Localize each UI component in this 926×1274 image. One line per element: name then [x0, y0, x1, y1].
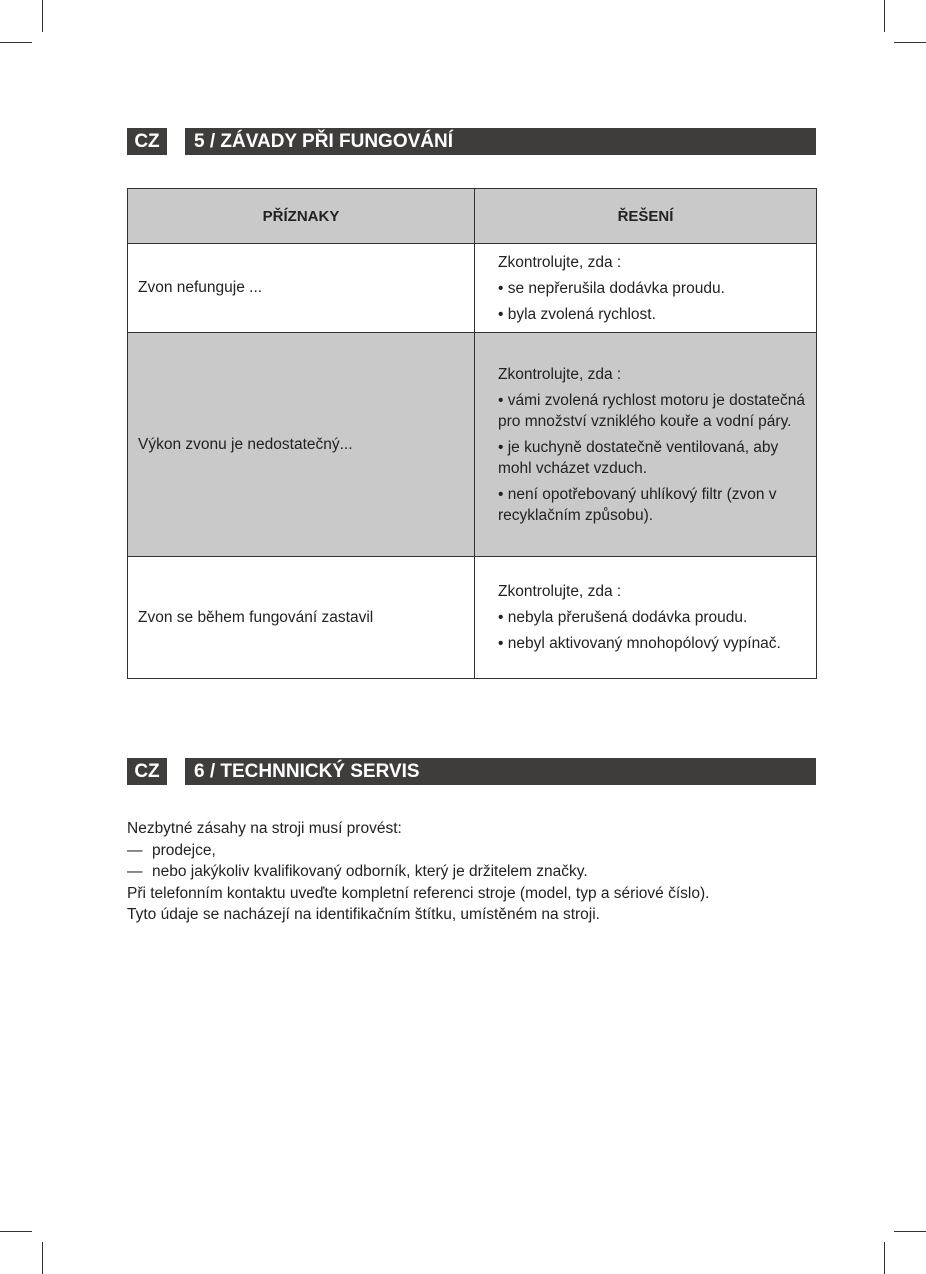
crop-mark — [0, 42, 32, 43]
section-title: 5 / ZÁVADY PŘI FUNGOVÁNÍ — [185, 128, 816, 155]
column-header: ŘEŠENÍ — [475, 189, 817, 244]
crop-mark — [884, 1242, 885, 1274]
table-row — [128, 333, 817, 557]
list-text: nebo jakýkoliv kvalifikovaný odborník, který je držitelem značky. — [152, 863, 588, 880]
crop-mark — [42, 0, 43, 32]
table-row — [128, 557, 817, 679]
paragraph: Při telefonním kontaktu uveďte kompletní referenci stroje (model, typ a sériové číslo). — [127, 884, 710, 902]
solution — [475, 557, 817, 679]
list-text: prodejce, — [152, 841, 216, 859]
crop-mark — [884, 0, 885, 32]
solution-intro: Zkontrolujte, zda : — [498, 365, 622, 383]
dash: — — [127, 863, 143, 880]
language-badge: CZ — [127, 128, 167, 155]
column-header: PŘÍZNAKY — [128, 189, 475, 244]
solution-intro: Zkontrolujte, zda : — [498, 583, 622, 600]
crop-mark — [894, 1231, 926, 1232]
solution-item: • se nepřerušila dodávka proudu. — [498, 279, 725, 297]
table-row — [128, 244, 817, 333]
solution — [475, 244, 817, 333]
solution-item: • nebyla přerušená dodávka proudu. — [498, 609, 748, 626]
crop-mark — [42, 1242, 43, 1274]
service-text — [127, 818, 709, 926]
solution-item: • byla zvolená rychlost. — [498, 305, 656, 323]
troubleshooting-table — [127, 188, 817, 679]
symptom: Zvon se během fungování zastavil — [128, 557, 475, 679]
paragraph: Tyto údaje se nacházejí na identifikačním štítku, umístěném na stroji. — [127, 906, 600, 923]
section-title: 6 / TECHNNICKÝ SERVIS — [185, 758, 816, 785]
solution-item: • nebyl aktivovaný mnohopólový vypínač. — [498, 635, 781, 652]
solution-intro: Zkontrolujte, zda : — [498, 253, 622, 271]
solution — [475, 333, 817, 557]
list-item — [127, 840, 709, 862]
list-item — [127, 861, 709, 883]
symptom: Zvon nefunguje ... — [128, 244, 475, 333]
crop-mark — [0, 1231, 32, 1232]
dash: — — [127, 841, 143, 859]
table-header — [128, 189, 817, 244]
solution-item: • je kuchyně dostatečně ventilovaná, aby mohl vcházet vzduch. — [498, 438, 779, 477]
symptom: Výkon zvonu je nedostatečný... — [128, 333, 475, 557]
language-badge: CZ — [127, 758, 167, 785]
solution-item: • vámi zvolená rychlost motoru je dostatečná pro množství vzniklého kouře a vodní páry. — [498, 391, 805, 430]
solution-item: • není opotřebovaný uhlíkový filtr (zvon v recyklačním způsobu). — [498, 485, 777, 524]
paragraph: Nezbytné zásahy na stroji musí provést: — [127, 820, 402, 837]
crop-mark — [894, 42, 926, 43]
